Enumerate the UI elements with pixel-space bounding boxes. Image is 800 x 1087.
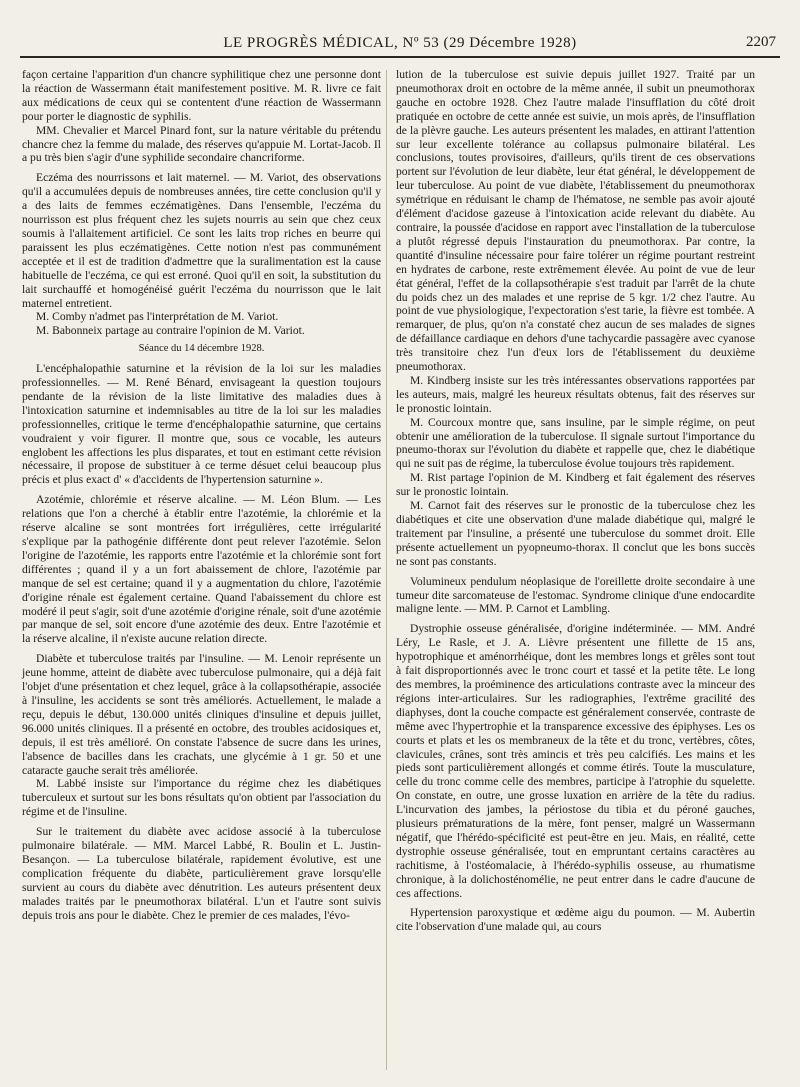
paragraph: Eczéma des nourrissons et lait maternel. — M. Variot, des observations qu'il a accumulées depuis de nombreuses années, tire cette conclusion qu'il y a des laits de femmes eczématigènes. Dans l'ensemble, l'eczéma du nourrisson est plus fréquent chez les sujets nourris au sein que chez ceux soumis à l'allaitement artificiel. Ce sont les laits trop riches en beurre qui paraissent les plus eczématigènes. Cette notion n'est pas communément acceptée et il est de tradition d'admettre que la suralimentation est la cause habituelle de l'eczéma, ce qui est erroné. Quoi qu'il en soit, la substitution du lait surchauffé et homogénéisé guérit l'eczéma du nourrisson que le lait maternel entretient. bbox=[22, 171, 381, 310]
paragraph: M. Kindberg insiste sur les très intéressantes observations rapportées par les auteurs, mais, malgré les heureux résultats obtenus, fait des réserves sur le pronostic lointain. bbox=[396, 373, 755, 415]
paragraph: L'encéphalopathie saturnine et la révision de la loi sur les maladies professionnelles. — M. René Bénard, envisageant la question toujours pendante de la révision de la liste limitative des maladies dues à l'intoxication saturnine et indemnisables au titre de la loi sur les maladies professionnelles, critique le terme d'encéphalopathie saturnine, que certains voudraient y voir figurer. Il montre que, sous ce vocable, les auteurs englobent les affections les plus disparates, et tout en estimant cette révision nécessaire, il propose de substituer à ce terme désuet celui beaucoup plus précis et plus exact d' « d'accidents de l'hypertension saturnine ». bbox=[22, 362, 381, 487]
paragraph: Sur le traitement du diabète avec acidose associé à la tuberculose pulmonaire bilatérale. — MM. Marcel Labbé, R. Boulin et L. Justin-Besançon. — La tuberculose bilatérale, rapidement évolutive, est une complication fréquente du diabète, particulièrement grave lorsqu'elle survient au cours du diabète avec dénutrition. Les auteurs présentent deux malades traités par le pneumothorax bilatéral. L'un et l'autre sont suivis depuis trois ans pour le diabète. Chez le premier de ces malades, l'évo- bbox=[22, 825, 381, 922]
paragraph: lution de la tuberculose est suivie depuis juillet 1927. Traité par un pneumothorax droit en octobre de la même année, il subit un pneumothorax gauche en octobre 1928. Chez l'autre malade l'insufflation du côté droit pratiquée en octobre de cette année est suivie, un mois après, de l'insufflation de la plèvre gauche. Les auteurs présentent les malades, en attirant l'attention sur leur excellente tolérance au collapsus pulmonaire bilatéral. Les conclusions, toutes provisoires, d'ailleurs, qu'ils tirent de ces observations portent sur l'évolution de leur diabète, leur état général, le développement de leur tuberculose. Au point de vue diabète, l'établissement du pneumothorax symétrique en réduisant le champ de l'hématose, ne semble pas avoir ajouté d'élément d'acidose gazeuse à l'intoxication acide relevant du diabète. Au contraire, la poussée d'acidose en rapport avec l'installation de la tuberculose a plutôt régressé depuis l'instauration du pneumothorax. Par contre, la quantité d'insuline nécessaire pour faire tolérer un régime pourtant restreint en hydrates de carbone, reste extrêmement élevée. Au point de vue de leur état général, l'effet de la collapsothérapie s'est traduit par l'arrêt de la chute du poids chez un des malades et une reprise de 5 kgr. 1/2 chez l'autre. Au point de vue physiologique, l'expectoration s'est tarie, la fièvre est tombée. A remarquer, de plus, qu'on n'a constaté chez aucun de ses malades de signes de défaillance cardiaque en dehors d'une tachycardie passagère avec cyanose très transitoire chez l'un d'eux lors de l'établissement du deuxième pneumothorax. bbox=[396, 68, 755, 374]
paragraph: M. Courcoux montre que, sans insuline, par le simple régime, on peut obtenir une amélioration de la tuberculose. Il signale surtout l'importance du pneumo-thorax sur l'évolution du diabète et rappelle que, chez le diabétique qui ne suit pas de régime, la tuberculose évolue toujours très rapidement. bbox=[396, 415, 755, 471]
paragraph: M. Carnot fait des réserves sur le pronostic de la tuberculose chez les diabétiques et cite une observation d'une malade diabétique qui, malgré le traitement par l'insuline, a présenté une tuberculose du sommet droit. Elle présente actuellement un pyopneumo-thorax. Il conclut que les bons succès ne sont pas constants. bbox=[396, 499, 755, 568]
paragraph: Azotémie, chlorémie et réserve alcaline. — M. Léon Blum. — Les relations que l'on a cherché à établir entre l'azotémie, la chlorémie et la réserve alcaline se sont montrées fort irrégulières, cette irrégularité s'explique par la pathogénie différente dont peut relever l'azotémie. Selon l'origine de l'azotémie, les rapports entre l'azotémie et la chlorémie sont fort différentes ; quand il y a un fort abaissement de chlore, l'azotémie par manque de sel est certaine; quand il y a augmentation du chlore, l'azotémie d'origine rénale est également certaine. Quand l'abaissement du chlore est modéré il peut s'agir, soit d'une azotémie d'origine rénale, soit d'une azotémie par manque de sel, soit encore d'une azotémie des deux. Entre l'azotémie et la réserve alcaline, il n'existe aucune relation directe. bbox=[22, 493, 381, 646]
running-title: LE PROGRÈS MÉDICAL, Nº 53 (29 Décembre 1928) bbox=[223, 34, 577, 51]
column-divider bbox=[386, 70, 387, 1070]
paragraph: M. Rist partage l'opinion de M. Kindberg et fait également des réserves sur le pronostic lointain. bbox=[396, 471, 755, 499]
paragraph: M. Comby n'admet pas l'interprétation de M. Variot. bbox=[36, 310, 279, 324]
paragraph: façon certaine l'apparition d'un chancre syphilitique chez une personne dont la réaction de Wassermann était manifestement positive. M. R. livre ce fait aux médications de ceux qui se contentent d'une réaction de Wassermann pour porter le diagnostic de syphilis. bbox=[22, 68, 381, 123]
right-column bbox=[396, 68, 755, 934]
paragraph: MM. Chevalier et Marcel Pinard font, sur la nature véritable du prétendu chancre chez la femme du malade, des réserves qu'appuie M. Lortat-Jacob. Il a pu très bien s'agir d'une syphilide secondaire chancriforme. bbox=[22, 123, 381, 165]
page-number: 2207 bbox=[746, 34, 776, 50]
paragraph: M. Babonneix partage au contraire l'opinion de M. Variot. bbox=[36, 324, 305, 338]
paragraph: M. Labbé insiste sur l'importance du régime chez les diabétiques tuberculeux et surtout sur les bons résultats qu'on obtient par l'association du régime et de l'insuline. bbox=[22, 777, 381, 819]
paragraph: Volumineux pendulum néoplasique de l'oreillette droite secondaire à une tumeur dite sarcomateuse de l'estomac. Syndrome clinique d'une endocardite maligne lente. — MM. P. Carnot et Lambling. bbox=[396, 574, 755, 616]
paragraph: Diabète et tuberculose traités par l'insuline. — M. Lenoir représente un jeune homme, atteint de diabète avec tuberculose pulmonaire, qui a déjà fait l'objet d'une présentation et chez lequel, grâce à la collapsothérapie, associée à l'insuline, les accidents se sont très améliorés. Actuellement, le malade a reçu, depuis le début, 130.000 unités cliniques d'insuline et depuis juillet, 96.000 unités cliniques. Il a présenté en octobre, des troubles acidosiques et, depuis, il est très amélioré. On constate l'absence de sucre dans les urines, l'absence de bacilles dans les crachats, une glycémie à 1 gr. 50 et une cataracte gauche serait très améliorée. bbox=[22, 652, 381, 777]
session-date: Séance du 14 décembre 1928. bbox=[138, 343, 265, 355]
paragraph: Dystrophie osseuse généralisée, d'origine indéterminée. — MM. André Léry, Le Rasle, et J. A. Lièvre présentent une fillette de 15 ans, hypotrophique et aménorrhéique, dont les membres longs et grêles sont tout à fait disproportionnés avec le tronc court et tassé et la petite tête. Le long des membres, la proéminence des articulations contraste avec la minceur des régions inter-articulaires. Sur les radiographies, l'extrême gracilité des diaphyses, dont la couche compacte est généralement conservée, contraste de même avec l'hypertrophie et la transparence excessive des épiphyses. Les os courts et plats et les os membraneux de la tête et du tronc, vertèbres, côtes, clavicules, crânes, sont très amincis et très peu calcifiés. Les mains et les pieds sont particulièrement allongés et comme étirés. Toute la musculature, celle du tronc comme celle des membres, participe à l'atrophie du squelette. On constate, en outre, une grosse luxation en arrière de la tête du radius. L'incurvation des jambes, la périostose du tibia et du péroné gauches, plusieurs prématurations de la mère, font penser, malgré un Wassermann négatif, que l'hérédo-spécificité est peut-être en jeu. Mais, en réalité, cette dystrophie osseuse généralisée, tout en empruntant certains caractères au rachitisme, à l'ostéomalacie, à l'hérédo-syphilis osseuse, au rhumatisme chronique, à la dolichosténomélie, ne peut entrer dans le cadre d'aucune de ces affections. bbox=[396, 622, 755, 900]
page-header bbox=[20, 30, 780, 58]
paragraph: Hypertension paroxystique et œdème aigu du poumon. — M. Aubertin cite l'observation d'une malade qui, au cours bbox=[396, 906, 755, 934]
left-column bbox=[22, 68, 381, 922]
